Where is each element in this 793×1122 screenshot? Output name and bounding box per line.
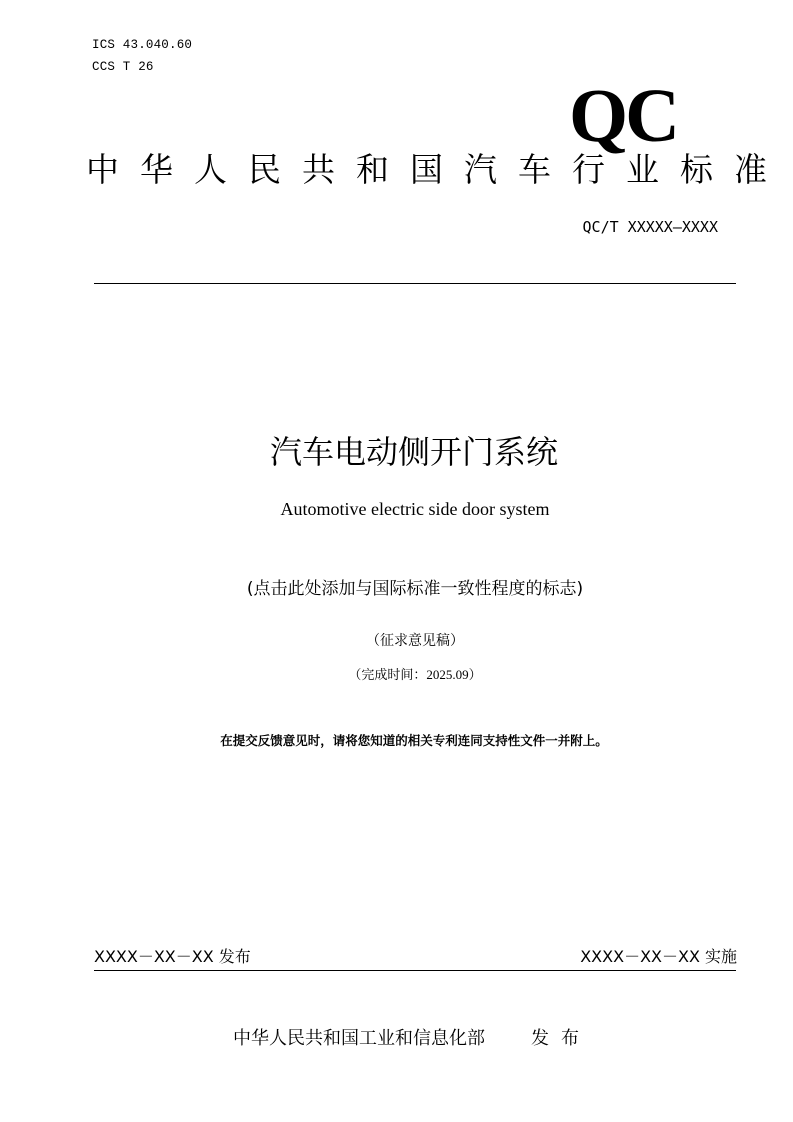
ccs-code: CCS T 26 (92, 60, 154, 74)
issuer-action: 发布 (531, 1028, 591, 1049)
standard-number: QC/T XXXXX—XXXX (582, 218, 718, 236)
completion-time: （完成时间：2025.09） (348, 667, 482, 682)
consistency-note[interactable]: (点击此处添加与国际标准一致性程度的标志) (246, 579, 584, 599)
implement-date: XXXX－XX－XX 实施 (580, 947, 737, 966)
issuer-name: 中华人民共和国工业和信息化部 (233, 1028, 485, 1049)
document-title-en: Automotive electric side door system (280, 499, 550, 519)
publish-date: XXXX－XX－XX 发布 (94, 947, 251, 966)
standard-title: 中华人民共和国汽车行业标准 (86, 150, 788, 189)
footer-divider (94, 970, 736, 971)
draft-status: （征求意见稿） (366, 633, 464, 649)
qc-logo: QC (569, 74, 677, 158)
header-divider (94, 283, 736, 284)
patent-notice: 在提交反馈意见时，请将您知道的相关专利连同支持性文件一并附上。 (220, 733, 608, 748)
ics-code: ICS 43.040.60 (92, 38, 193, 52)
document-title-cn: 汽车电动侧开门系统 (269, 433, 558, 471)
